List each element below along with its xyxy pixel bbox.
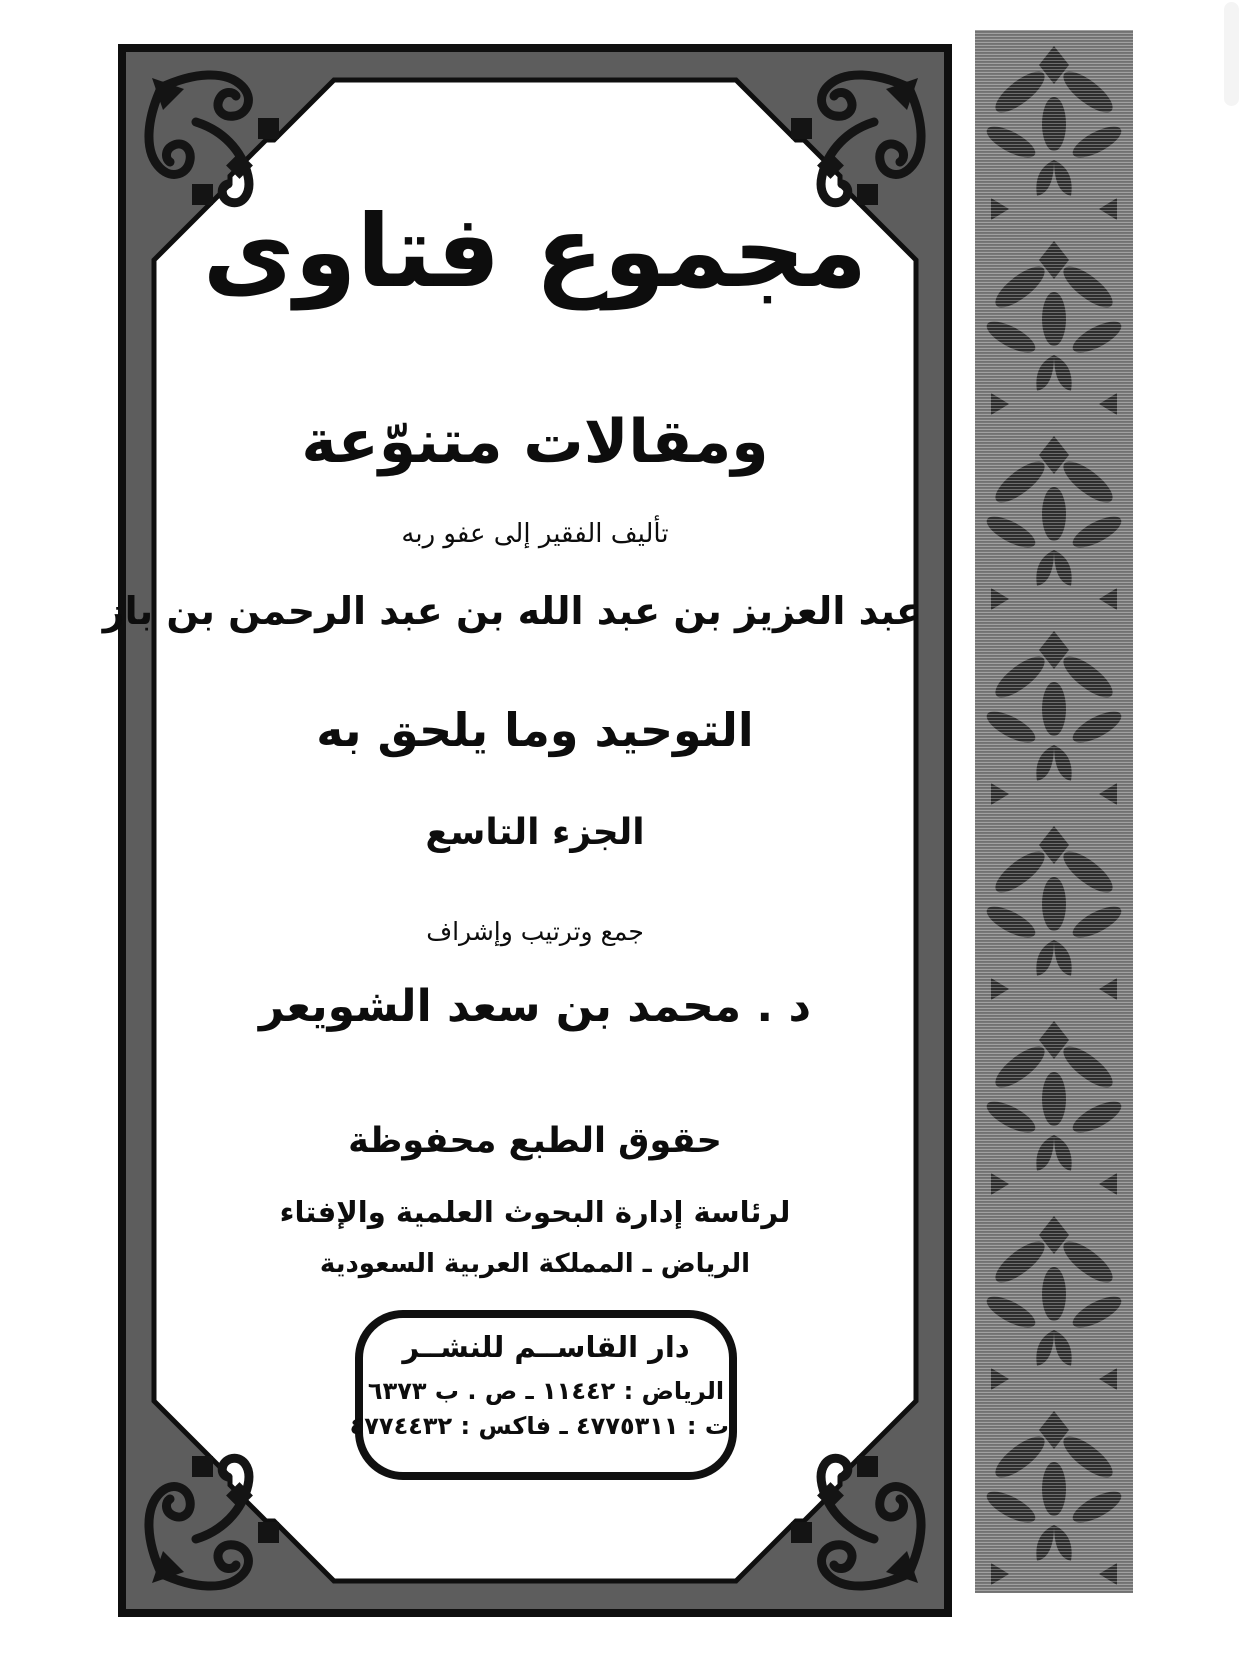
editing-credit-label: جمع وترتيب وإشراف bbox=[426, 917, 644, 946]
author-name: عبد العزيز بن عبد الله بن عبد الرحمن بن باز bbox=[102, 589, 922, 633]
editor-name: د . محمد بن سعد الشويعر bbox=[258, 981, 812, 1032]
arabesque-band-icon bbox=[975, 30, 1133, 1593]
scrollbar-thumb[interactable] bbox=[1224, 2, 1239, 106]
title-frame bbox=[102, 44, 952, 1617]
book-title-sub: ومقالات متنوّعة bbox=[301, 407, 769, 477]
title-page-content bbox=[102, 44, 952, 1617]
rights-holder: لرئاسة إدارة البحوث العلمية والإفتاء bbox=[279, 1195, 791, 1229]
volume-label: الجزء التاسع bbox=[425, 812, 645, 853]
publisher-name: دار القاســم للنشــر bbox=[402, 1330, 690, 1364]
subject-title: التوحيد وما يلحق به bbox=[316, 703, 754, 757]
book-title-main: مجموع فتاوى bbox=[202, 193, 868, 310]
author-byline: تأليف الفقير إلى عفو ربه bbox=[401, 519, 669, 549]
copyright-notice: حقوق الطبع محفوظة bbox=[348, 1121, 722, 1161]
publisher-box bbox=[349, 1310, 737, 1480]
publisher-location: الرياض ـ المملكة العربية السعودية bbox=[319, 1249, 751, 1279]
arabesque-side-band bbox=[975, 30, 1133, 1593]
publisher-phone: ت : ٤٧٧٥٣١١ ـ فاكس : ٤٧٧٤٤٣٢ bbox=[349, 1412, 729, 1440]
publisher-address: الرياض : ١١٤٤٢ ـ ص . ب ٦٣٧٣ bbox=[367, 1377, 725, 1405]
